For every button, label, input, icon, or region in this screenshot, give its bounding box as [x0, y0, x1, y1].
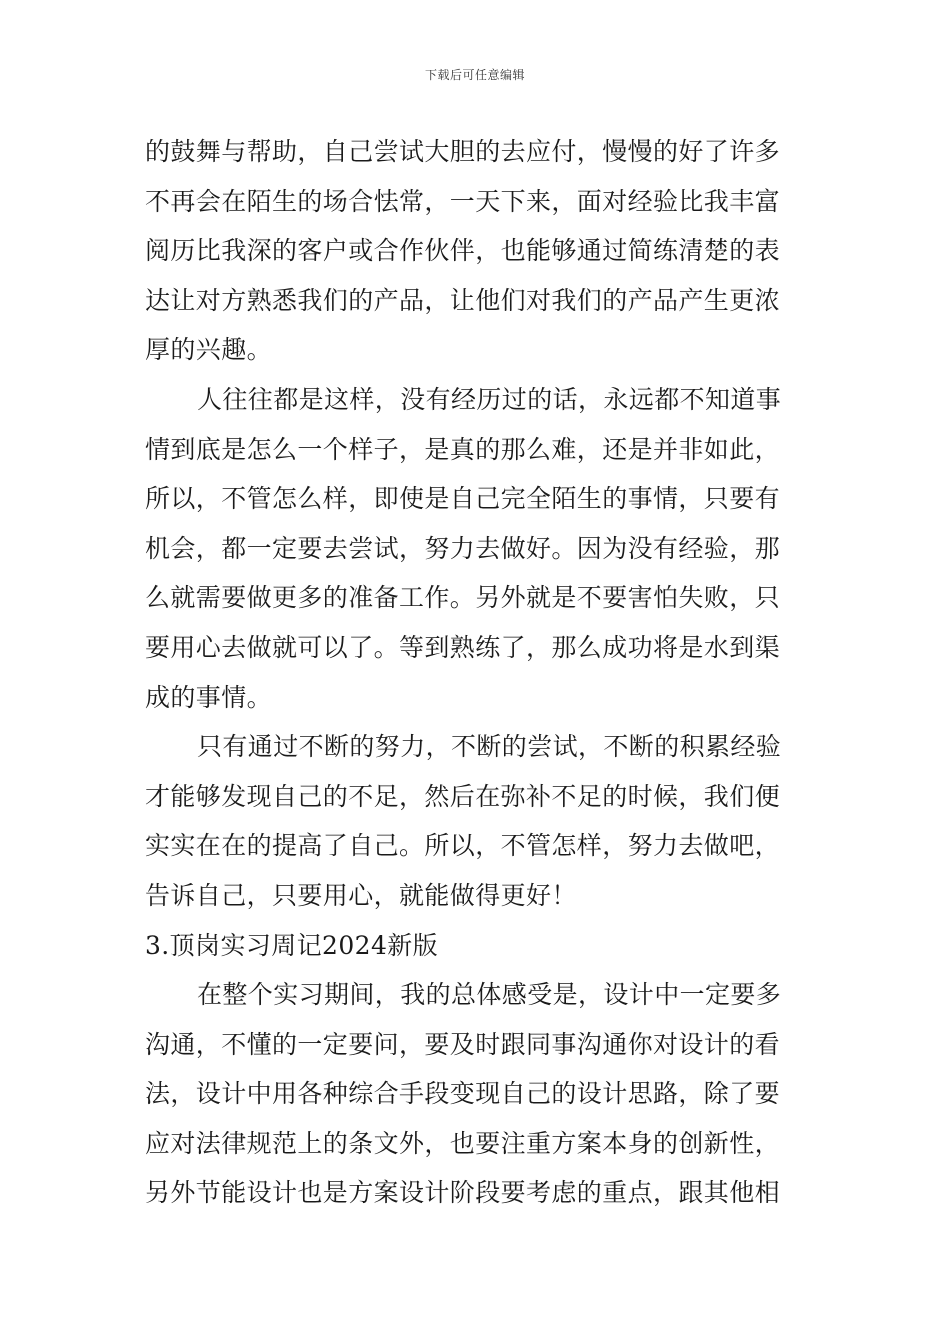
paragraph-3	[145, 722, 810, 920]
text-line: 在整个实习期间，我的总体感受是，设计中一定要多	[197, 980, 782, 1010]
text-line: 阅历比我深的客户或合作伙伴，也能够通过简练清楚的表	[145, 236, 781, 266]
text-line: 不再会在陌生的场合怯常，一天下来，面对经验比我丰富	[145, 186, 781, 216]
text-line: 人往往都是这样，没有经历过的话，永远都不知道事	[197, 384, 782, 414]
text-line: 才能够发现自己的不足，然后在弥补不足的时候，我们便	[145, 781, 781, 811]
text-line: 成的事情。	[145, 682, 273, 712]
document-body	[145, 127, 810, 1218]
section-heading: 3.顶岗实习周记2024新版	[145, 930, 439, 960]
paragraph-1	[145, 127, 810, 375]
section-paragraph	[145, 970, 810, 1218]
text-line: 实实在在的提高了自己。所以，不管怎样，努力去做吧，	[145, 831, 781, 861]
text-line: 么就需要做更多的准备工作。另外就是不要害怕失败，只	[145, 583, 781, 613]
text-line: 所以，不管怎么样，即使是自己完全陌生的事情，只要有	[145, 484, 781, 514]
text-line: 要用心去做就可以了。等到熟练了，那么成功将是水到渠	[145, 632, 781, 662]
text-line: 厚的兴趣。	[145, 335, 273, 365]
text-line: 法，设计中用各种综合手段变现自己的设计思路，除了要	[145, 1079, 781, 1109]
text-line: 告诉自己，只要用心，就能做得更好！	[145, 880, 577, 910]
text-line: 情到底是怎么一个样子，是真的那么难，还是并非如此，	[145, 434, 781, 464]
text-line: 的鼓舞与帮助，自己尝试大胆的去应付，慢慢的好了许多	[145, 137, 781, 166]
paragraph-2	[145, 375, 810, 722]
text-line: 只有通过不断的努力，不断的尝试，不断的积累经验	[197, 732, 782, 762]
text-line: 另外节能设计也是方案设计阶段要考虑的重点，跟其他相	[145, 1178, 781, 1208]
text-line: 机会，都一定要去尝试，努力去做好。因为没有经验，那	[145, 533, 781, 563]
text-line: 沟通，不懂的一定要问，要及时跟同事沟通你对设计的看	[145, 1029, 781, 1059]
text-line: 应对法律规范上的条文外，也要注重方案本身的创新性，	[145, 1128, 781, 1158]
header-note: 下载后可任意编辑	[424, 68, 525, 82]
text-line: 达让对方熟悉我们的产品，让他们对我们的产品产生更浓	[145, 285, 781, 315]
